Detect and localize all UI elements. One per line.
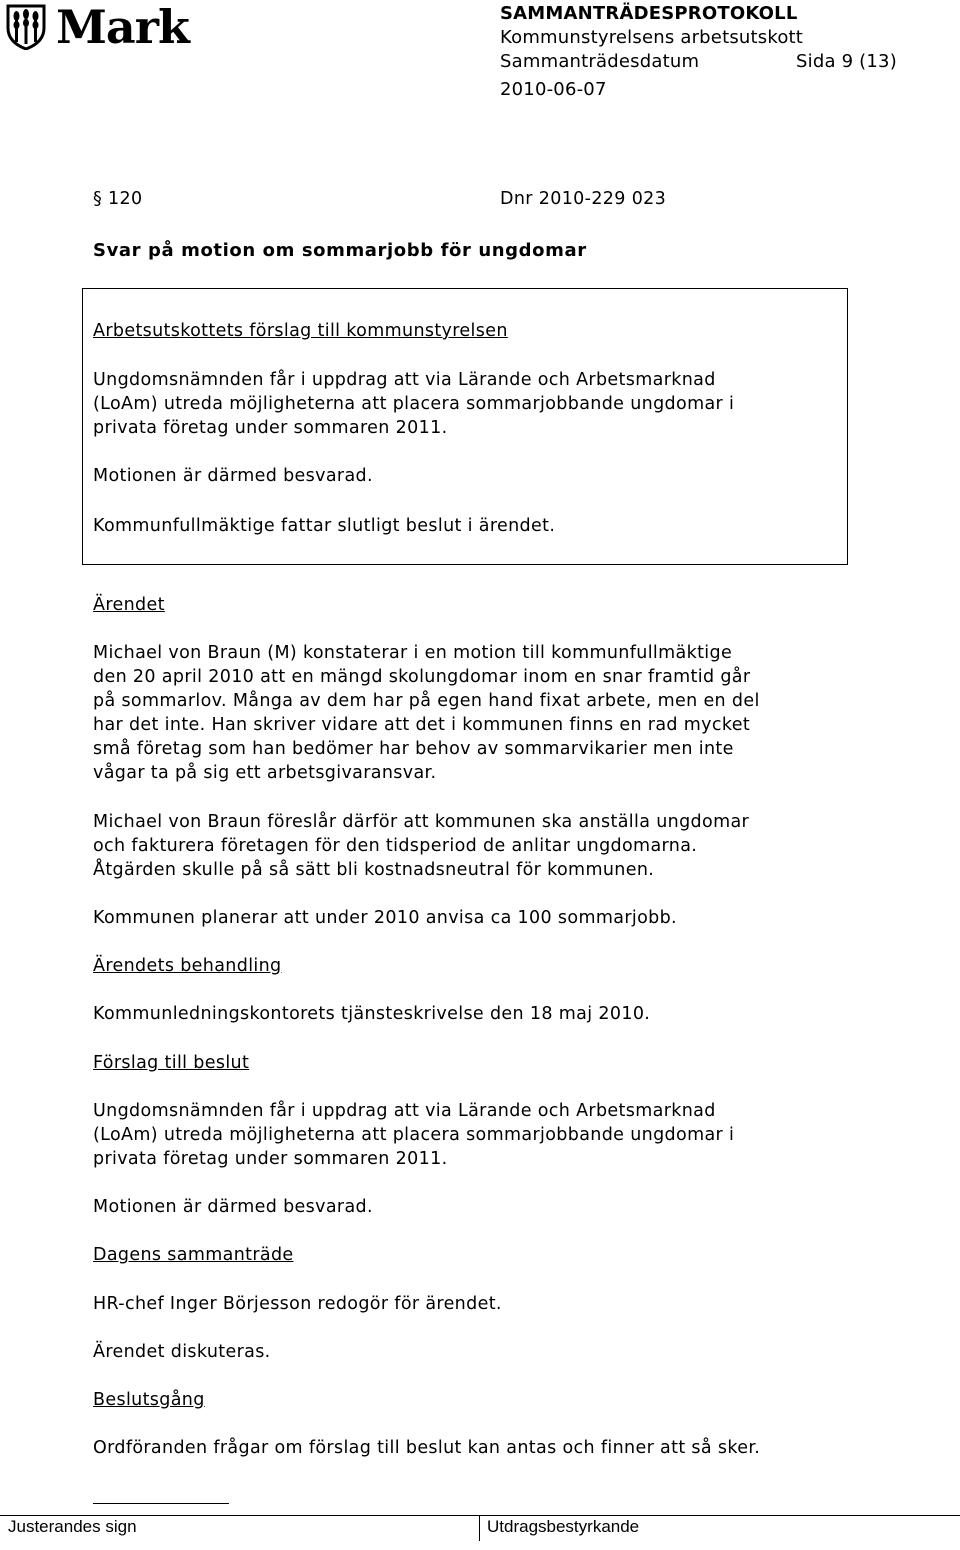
meeting-date-label: Sammanträdesdatum — [500, 51, 700, 72]
section-heading-forslag: Förslag till beslut — [93, 1053, 250, 1073]
body-line: Michael von Braun (M) konstaterar i en motion till kommunfullmäktige — [93, 643, 733, 663]
body-line: (LoAm) utreda möjligheterna att placera sommarjobbande ungdomar i — [93, 1125, 735, 1145]
body-line: Ungdomsnämnden får i uppdrag att via Lärande och Arbetsmarknad — [93, 1101, 716, 1121]
body-line: Ärendet diskuteras. — [93, 1342, 271, 1362]
body-line: Ordföranden frågar om förslag till beslut kan antas och finner att så sker. — [93, 1438, 761, 1458]
body-line: privata företag under sommaren 2011. — [93, 1149, 448, 1169]
proposal-line: (LoAm) utreda möjligheterna att placera sommarjobbande ungdomar i — [93, 394, 735, 414]
proposal-line: privata företag under sommaren 2011. — [93, 418, 448, 438]
footer-divider-short — [93, 1503, 229, 1504]
proposal-line: Ungdomsnämnden får i uppdrag att via Lärande och Arbetsmarknad — [93, 370, 716, 390]
body-line: Kommunen planerar att under 2010 anvisa ca 100 sommarjobb. — [93, 908, 677, 928]
footer-extract-certification: Utdragsbestyrkande — [487, 1517, 640, 1536]
proposal-heading: Arbetsutskottets förslag till kommunstyrelsen — [93, 321, 508, 341]
municipality-logo-text: Mark — [56, 0, 189, 54]
case-title: Svar på motion om sommarjobb för ungdomar — [93, 240, 587, 261]
document-type-title: SAMMANTRÄDESPROTOKOLL — [500, 3, 798, 24]
section-heading-behandling: Ärendets behandling — [93, 956, 282, 976]
footer-adjuster-sign: Justerandes sign — [8, 1517, 137, 1536]
page-number: Sida 9 (13) — [796, 51, 897, 72]
proposal-final-decision: Kommunfullmäktige fattar slutligt beslut i ärendet. — [93, 516, 556, 536]
section-heading-dagens: Dagens sammanträde — [93, 1245, 294, 1265]
committee-name: Kommunstyrelsens arbetsutskott — [500, 27, 804, 48]
case-registration-number: Dnr 2010-229 023 — [500, 189, 667, 209]
footer-separator — [479, 1515, 480, 1541]
body-line: Motionen är därmed besvarad. — [93, 1197, 373, 1217]
body-line: Michael von Braun föreslår därför att kommunen ska anställa ungdomar — [93, 812, 750, 832]
paragraph-number: § 120 — [93, 189, 143, 209]
body-line: Åtgärden skulle på så sätt bli kostnadsneutral för kommunen. — [93, 860, 655, 880]
footer-rule — [0, 1515, 960, 1516]
body-line: HR-chef Inger Börjesson redogör för ärendet. — [93, 1294, 502, 1314]
body-line: små företag som han bedömer har behov av sommarvikarier men inte — [93, 739, 734, 759]
section-heading-beslutsgang: Beslutsgång — [93, 1390, 205, 1410]
meeting-date: 2010-06-07 — [500, 79, 607, 100]
proposal-answered: Motionen är därmed besvarad. — [93, 466, 373, 486]
body-line: på sommarlov. Många av dem har på egen hand fixat arbete, men en del — [93, 691, 760, 711]
body-line: Kommunledningskontorets tjänsteskrivelse den 18 maj 2010. — [93, 1004, 651, 1024]
section-heading-arendet: Ärendet — [93, 595, 165, 615]
municipal-coat-of-arms-icon — [6, 4, 46, 50]
body-line: vågar ta på sig ett arbetsgivaransvar. — [93, 763, 437, 783]
body-line: den 20 april 2010 att en mängd skolungdomar inom en snar framtid går — [93, 667, 751, 687]
body-line: och fakturera företagen för den tidsperiod de anlitar ungdomarna. — [93, 836, 698, 856]
body-line: har det inte. Han skriver vidare att det i kommunen finns en rad mycket — [93, 715, 751, 735]
